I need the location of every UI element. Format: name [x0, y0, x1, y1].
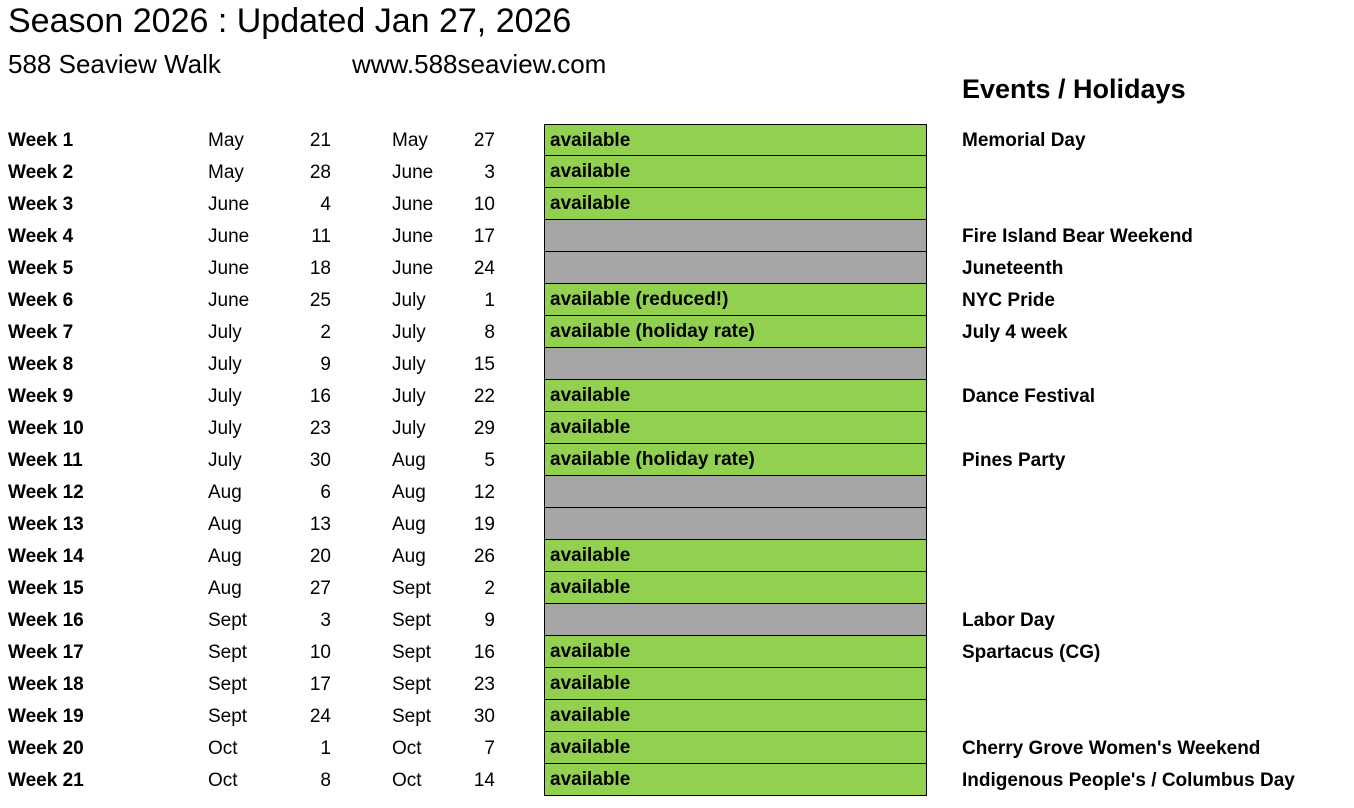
table-row — [0, 764, 1354, 796]
end-day: 10 — [473, 194, 495, 215]
status-cell: available — [544, 155, 927, 188]
end-day: 5 — [484, 450, 495, 471]
event-label: Labor Day — [962, 610, 1055, 631]
start-month: July — [208, 354, 242, 375]
end-month: June — [392, 162, 434, 183]
end-month: June — [392, 226, 434, 247]
start-month: July — [208, 322, 242, 343]
end-month: Sept — [392, 642, 432, 663]
end-day: 2 — [484, 578, 495, 599]
start-month: July — [208, 418, 242, 439]
start-day: 25 — [309, 290, 331, 311]
end-month: Sept — [392, 706, 432, 727]
table-row — [0, 316, 1354, 348]
start-day: 23 — [309, 418, 331, 439]
week-label: Week 17 — [8, 642, 84, 663]
status-cell: available — [544, 379, 927, 412]
status-cell — [544, 219, 927, 252]
table-row — [0, 604, 1354, 636]
start-month: May — [208, 162, 244, 183]
status-cell: available (reduced!) — [544, 283, 927, 316]
end-month: July — [392, 386, 426, 407]
end-month: Sept — [392, 578, 432, 599]
start-month: June — [208, 194, 250, 215]
event-label: Fire Island Bear Weekend — [962, 226, 1193, 247]
week-label: Week 7 — [8, 322, 74, 343]
end-month: Sept — [392, 674, 432, 695]
website-link[interactable]: www.588seaview.com — [352, 49, 607, 79]
start-month: Oct — [208, 770, 238, 791]
start-month: July — [208, 386, 242, 407]
start-day: 30 — [309, 450, 331, 471]
start-month: Oct — [208, 738, 238, 759]
end-day: 12 — [473, 482, 495, 503]
end-day: 22 — [473, 386, 495, 407]
start-day: 17 — [309, 674, 331, 695]
table-row — [0, 508, 1354, 540]
end-month: Aug — [392, 482, 426, 503]
week-label: Week 19 — [8, 706, 84, 727]
start-month: Sept — [208, 706, 248, 727]
table-row — [0, 284, 1354, 316]
end-month: Aug — [392, 546, 426, 567]
status-cell: available — [544, 667, 927, 700]
event-label: Indigenous People's / Columbus Day — [962, 770, 1295, 791]
event-label: Pines Party — [962, 450, 1066, 471]
end-day: 19 — [473, 514, 495, 535]
end-day: 17 — [473, 226, 495, 247]
end-day: 14 — [473, 770, 495, 791]
status-cell: available — [544, 539, 927, 572]
event-label: Juneteenth — [962, 258, 1064, 279]
status-cell: available — [544, 187, 927, 220]
status-cell: available (holiday rate) — [544, 315, 927, 348]
weeks-table — [0, 124, 1354, 796]
week-label: Week 2 — [8, 162, 74, 183]
week-label: Week 6 — [8, 290, 74, 311]
start-day: 24 — [309, 706, 331, 727]
start-day: 28 — [309, 162, 331, 183]
start-day: 16 — [309, 386, 331, 407]
start-month: June — [208, 226, 250, 247]
table-row — [0, 636, 1354, 668]
week-label: Week 5 — [8, 258, 74, 279]
end-day: 16 — [473, 642, 495, 663]
week-label: Week 16 — [8, 610, 84, 631]
table-row — [0, 252, 1354, 284]
start-day: 4 — [320, 194, 331, 215]
table-row — [0, 220, 1354, 252]
start-day: 13 — [309, 514, 331, 535]
status-cell: available — [544, 571, 927, 604]
event-label: Cherry Grove Women's Weekend — [962, 738, 1261, 759]
event-label: Dance Festival — [962, 386, 1096, 407]
table-row — [0, 188, 1354, 220]
week-label: Week 13 — [8, 514, 84, 535]
status-cell — [544, 603, 927, 636]
table-row — [0, 732, 1354, 764]
table-row — [0, 700, 1354, 732]
end-day: 27 — [473, 130, 495, 151]
end-day: 24 — [473, 258, 495, 279]
table-row — [0, 476, 1354, 508]
events-column-header: Events / Holidays — [962, 74, 1186, 104]
status-cell: available (holiday rate) — [544, 443, 927, 476]
week-label: Week 20 — [8, 738, 84, 759]
end-month: July — [392, 418, 426, 439]
start-month: Sept — [208, 642, 248, 663]
status-cell: available — [544, 124, 927, 157]
week-label: Week 4 — [8, 226, 74, 247]
end-month: Sept — [392, 610, 432, 631]
end-month: July — [392, 354, 426, 375]
start-day: 27 — [309, 578, 331, 599]
week-label: Week 15 — [8, 578, 84, 599]
end-month: July — [392, 322, 426, 343]
event-label: Memorial Day — [962, 130, 1086, 151]
end-day: 30 — [473, 706, 495, 727]
end-month: Oct — [392, 738, 422, 759]
start-day: 3 — [320, 610, 331, 631]
end-day: 1 — [484, 290, 495, 311]
start-day: 6 — [320, 482, 331, 503]
start-month: July — [208, 450, 242, 471]
table-row — [0, 156, 1354, 188]
table-row — [0, 124, 1354, 156]
end-day: 23 — [473, 674, 495, 695]
start-day: 2 — [320, 322, 331, 343]
status-cell: available — [544, 699, 927, 732]
start-day: 21 — [309, 130, 331, 151]
start-month: Aug — [208, 482, 242, 503]
end-day: 7 — [484, 738, 495, 759]
event-label: Spartacus (CG) — [962, 642, 1101, 663]
start-month: Aug — [208, 514, 242, 535]
event-label: July 4 week — [962, 322, 1068, 343]
event-label: NYC Pride — [962, 290, 1055, 311]
end-month: Aug — [392, 450, 426, 471]
week-label: Week 12 — [8, 482, 84, 503]
end-month: Oct — [392, 770, 422, 791]
status-cell — [544, 507, 927, 540]
week-label: Week 8 — [8, 354, 74, 375]
start-day: 10 — [309, 642, 331, 663]
start-day: 18 — [309, 258, 331, 279]
start-month: June — [208, 258, 250, 279]
table-row — [0, 572, 1354, 604]
start-day: 20 — [309, 546, 331, 567]
start-day: 1 — [320, 738, 331, 759]
start-month: Aug — [208, 578, 242, 599]
week-label: Week 21 — [8, 770, 84, 791]
table-row — [0, 540, 1354, 572]
end-day: 29 — [473, 418, 495, 439]
end-month: May — [392, 130, 428, 151]
status-cell — [544, 251, 927, 284]
end-day: 9 — [484, 610, 495, 631]
start-day: 9 — [320, 354, 331, 375]
start-month: June — [208, 290, 250, 311]
start-day: 8 — [320, 770, 331, 791]
status-cell: available — [544, 411, 927, 444]
end-month: June — [392, 194, 434, 215]
status-cell — [544, 475, 927, 508]
start-month: Sept — [208, 610, 248, 631]
end-day: 15 — [473, 354, 495, 375]
page-title: Season 2026 : Updated Jan 27, 2026 — [8, 2, 572, 40]
status-cell: available — [544, 731, 927, 764]
end-month: July — [392, 290, 426, 311]
week-label: Week 18 — [8, 674, 84, 695]
week-label: Week 11 — [8, 450, 83, 471]
start-month: Sept — [208, 674, 248, 695]
table-row — [0, 348, 1354, 380]
address-text: 588 Seaview Walk — [8, 49, 221, 79]
end-day: 26 — [473, 546, 495, 567]
end-day: 8 — [484, 322, 495, 343]
start-month: Aug — [208, 546, 242, 567]
table-row — [0, 380, 1354, 412]
table-row — [0, 668, 1354, 700]
table-row — [0, 444, 1354, 476]
end-month: Aug — [392, 514, 426, 535]
week-label: Week 1 — [8, 130, 74, 151]
end-day: 3 — [484, 162, 495, 183]
week-label: Week 9 — [8, 386, 74, 407]
end-month: June — [392, 258, 434, 279]
start-month: May — [208, 130, 244, 151]
week-label: Week 10 — [8, 418, 84, 439]
week-label: Week 14 — [8, 546, 84, 567]
week-label: Week 3 — [8, 194, 74, 215]
table-row — [0, 412, 1354, 444]
status-cell — [544, 347, 927, 380]
start-day: 11 — [311, 226, 331, 247]
status-cell: available — [544, 635, 927, 668]
status-cell: available — [544, 763, 927, 796]
